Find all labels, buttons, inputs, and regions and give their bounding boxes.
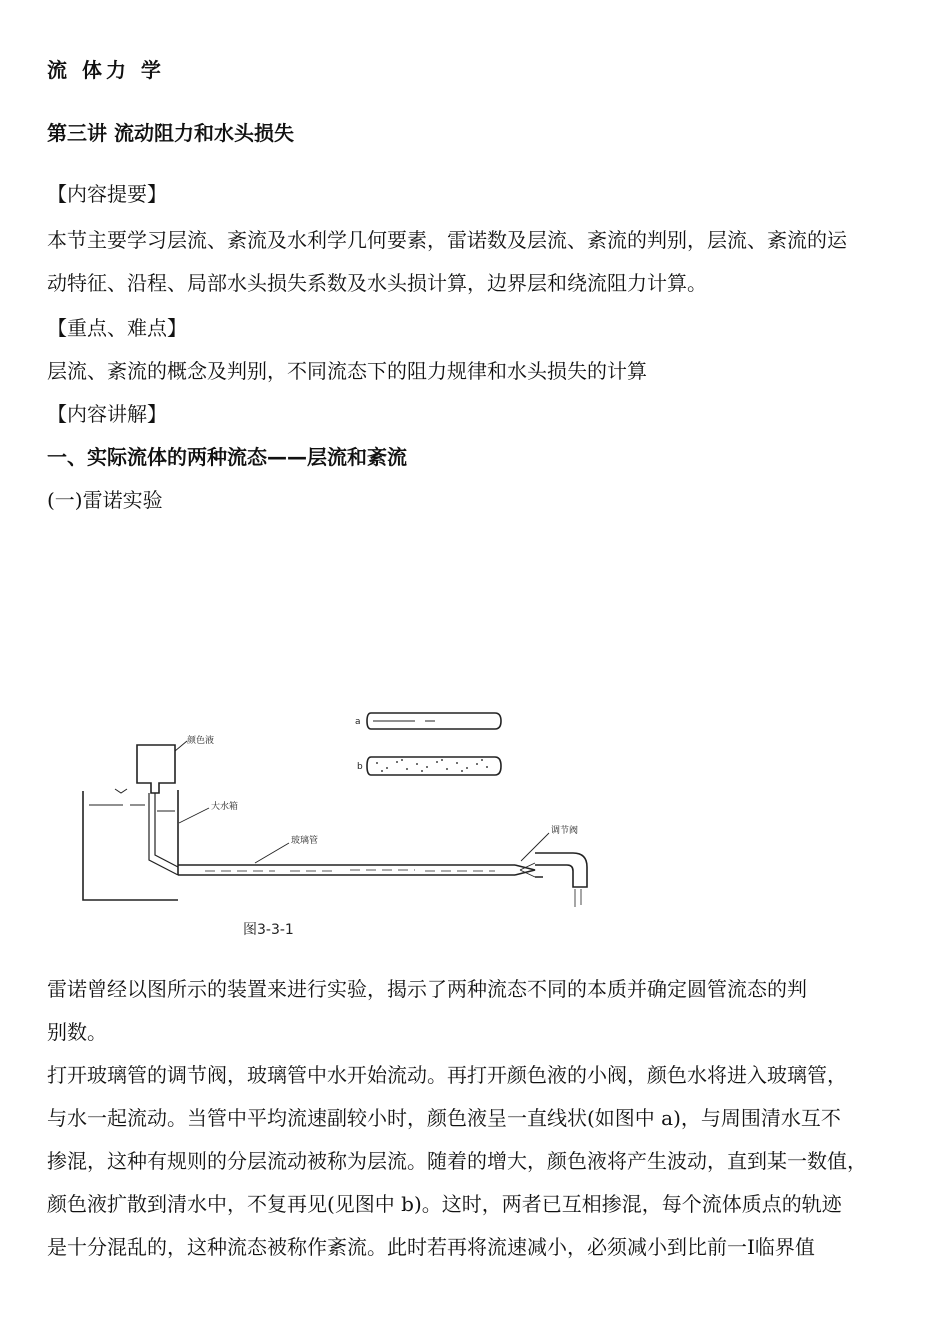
dye-leader bbox=[175, 741, 187, 751]
tank-outline bbox=[83, 791, 178, 900]
dye-tube bbox=[149, 793, 178, 875]
apparatus-diagram bbox=[75, 705, 595, 945]
valve-leader bbox=[521, 833, 549, 861]
tube-b bbox=[367, 757, 501, 775]
label-valve: 调节阀 bbox=[551, 826, 579, 836]
tube-b-dots bbox=[376, 759, 488, 772]
dye-container bbox=[137, 745, 175, 793]
key-line: 层流、紊流的概念及判别，不同流态下的阻力规律和水头损失的计算 bbox=[47, 359, 647, 383]
label-tube: 玻璃管 bbox=[291, 836, 319, 846]
summary-heading: 【内容提要】 bbox=[47, 182, 167, 206]
paragraph-2 bbox=[47, 1054, 912, 1269]
reynolds-apparatus-figure bbox=[75, 705, 595, 945]
paragraph-line: 颜色液扩散到清水中，不复再见(见图中 b)。这时，两者已互相掺混，每个流体质点的轨迹 bbox=[47, 1192, 842, 1216]
tank-leader bbox=[179, 808, 209, 823]
label-dye: 颜色液 bbox=[187, 736, 215, 746]
outflow-stream bbox=[575, 889, 581, 907]
explain-heading: 【内容讲解】 bbox=[47, 402, 167, 426]
label-a: a bbox=[355, 717, 361, 727]
subject-title: 流 体力 学 bbox=[47, 58, 165, 82]
paragraph-line: 打开玻璃管的调节阀，玻璃管中水开始流动。再打开颜色液的小阀，颜色水将进入玻璃管， bbox=[47, 1063, 847, 1087]
paragraph-1 bbox=[47, 968, 912, 1054]
valve bbox=[515, 865, 535, 875]
summary-line: 本节主要学习层流、紊流及水利学几何要素，雷诺数及层流、紊流的判别，层流、紊流的运 bbox=[47, 228, 847, 252]
paragraph-line: 掺混，这种有规则的分层流动被称为层流。随着的增大，颜色液将产生波动，直到某一数值， bbox=[47, 1149, 867, 1173]
section-title: 一、实际流体的两种流态——层流和紊流 bbox=[47, 445, 407, 469]
water-level-mark bbox=[115, 789, 127, 793]
paragraph-line: 别数。 bbox=[47, 1020, 107, 1044]
tube-leader bbox=[255, 843, 289, 863]
water-surface bbox=[89, 805, 175, 811]
paragraph-line: 雷诺曾经以图所示的装置来进行实验，揭示了两种流态不同的本质并确定圆管流态的判 bbox=[47, 977, 807, 1001]
paragraph-line: 是十分混乱的，这种流态被称作紊流。此时若再将流速减小，必须减小到比前一Ⅰ临界值 bbox=[47, 1235, 815, 1259]
subsection-title: (一)雷诺实验 bbox=[47, 488, 163, 512]
outlet-elbow bbox=[535, 853, 587, 887]
dye-streak bbox=[205, 870, 495, 871]
label-tank: 大水箱 bbox=[211, 802, 239, 812]
paragraph-line: 与水一起流动。当管中平均流速副较小时，颜色液呈一直线状(如图中 a)，与周围清水互不 bbox=[47, 1106, 841, 1130]
label-b: b bbox=[357, 762, 363, 772]
summary-line: 动特征、沿程、局部水头损失系数及水头损计算，边界层和绕流阻力计算。 bbox=[47, 271, 707, 295]
figure-caption: 图3-3-1 bbox=[243, 922, 294, 938]
glass-tube bbox=[178, 865, 515, 875]
key-heading: 【重点、难点】 bbox=[47, 316, 187, 340]
lecture-title: 第三讲 流动阻力和水头损失 bbox=[47, 121, 294, 145]
summary-paragraph bbox=[47, 219, 912, 305]
